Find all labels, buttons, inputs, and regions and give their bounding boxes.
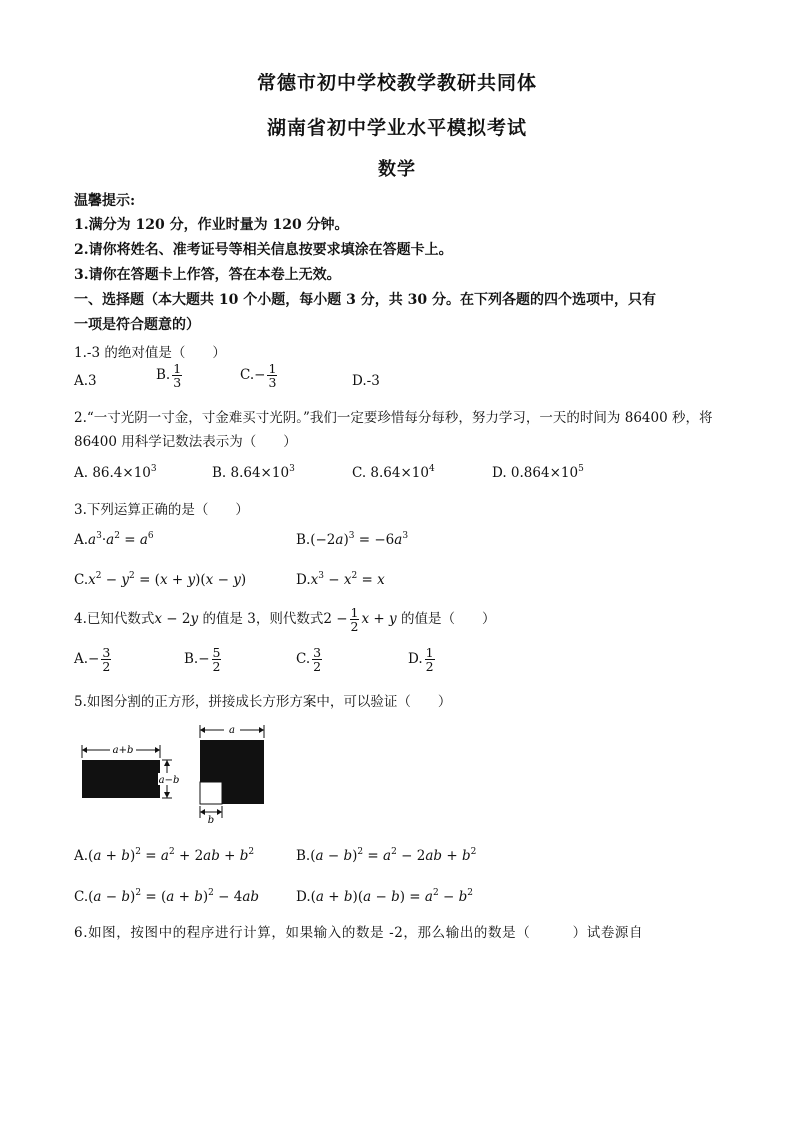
q5-option-a: $A.(a + b)^2 = a^2 + 2ab + b^2$ <box>74 847 255 864</box>
tip-item: 1.满分为 120 分，作业时量为 120 分钟。 <box>74 217 349 233</box>
q4-option-c: C. $\frac{3}{2}$ <box>296 645 322 675</box>
exam-subject: 数学 <box>378 159 416 180</box>
section-heading: 一、选择题（本大题共 10 个小题，每小题 3 分，共 30 分。在下列各题的四个选项中，只有 <box>74 292 656 308</box>
fig-label-a-minus-b: a−b <box>158 775 180 786</box>
question-5-stem: 5.如图分割的正方形，拼接成长方形方案中，可以验证（ ） <box>74 694 452 710</box>
exam-header-line1: 常德市初中学校教学教研共同体 <box>256 72 537 94</box>
q2-option-a: A. $86.4\times 10^3$ <box>74 464 157 481</box>
q2-option-d: D. $0.864\times 10^5$ <box>492 464 584 481</box>
fig-label-a-plus-b: a+b <box>112 745 134 756</box>
q5-option-b: $B.(a - b)^2 = a^2 - 2ab + b^2$ <box>296 847 477 864</box>
q2-option-b: B. $8.64\times 10^3$ <box>212 464 295 481</box>
arrow-icon <box>200 727 205 733</box>
exam-header-line2: 湖南省初中学业水平模拟考试 <box>266 117 527 139</box>
question-1-stem: 1.-3 的绝对值是（ ） <box>74 345 226 361</box>
q4-option-b: B.− $\frac{5}{2}$ <box>184 645 221 675</box>
q3-option-d: $D.x^3 - x^2 = x$ <box>296 571 385 588</box>
q3-option-c: $C.x^2 - y^2 = (x + y)(x - y)$ <box>74 571 247 588</box>
question-4-stem: 4.已知代数式x − 2y 的值是 3，则代数式2 − $\frac{1}{2}$ x + y 的值是（ ） <box>74 605 496 635</box>
fig-label-a: a <box>229 725 235 736</box>
tips-heading: 温馨提示: <box>74 193 136 209</box>
q5-option-d: $D.(a + b)(a - b) = a^2 - b^2$ <box>296 888 473 905</box>
tip-item: 3.请你在答题卡上作答，答在本卷上无效。 <box>74 267 341 283</box>
question-2-stem-cont: 86400 用科学记数法表示为（ ） <box>74 434 297 450</box>
tip-item: 2.请你将姓名、准考证号等相关信息按要求填涂在答题卡上。 <box>74 242 453 258</box>
question-6-stem: 6.如图，按图中的程序进行计算，如果输入的数是 -2，那么输出的数是（ ）试卷源自 <box>74 925 644 941</box>
q3-option-a: $A.a^3\cdot a^2 = a^6$ <box>74 531 154 548</box>
q4-option-a: A.− $\frac{3}{2}$ <box>74 645 111 675</box>
question-2-stem: 2.“一寸光阴一寸金，寸金难买寸光阴。”我们一定要珍惜每分每秒，努力学习，一天的时间为 86400 秒，将 <box>74 410 713 426</box>
q5-option-c: $C.(a - b)^2 = (a + b)^2 - 4ab$ <box>74 888 260 905</box>
small-square <box>200 782 222 804</box>
question-3-stem: 3.下列运算正确的是（ ） <box>74 502 249 518</box>
arrow-icon <box>155 747 160 753</box>
section-heading-cont: 一项是符合题意的） <box>74 317 200 333</box>
arrow-icon <box>259 727 264 733</box>
q3-option-b: $B.(-2a)^3 = -6a^3$ <box>296 531 409 548</box>
q1-option-b: B. $\frac{1}{3}$ <box>156 361 182 391</box>
square-split-figure <box>74 720 274 824</box>
q2-option-c: C. $8.64\times 10^4$ <box>352 464 435 481</box>
q1-option-a: A.3 <box>74 373 97 389</box>
arrow-icon <box>217 809 222 815</box>
arrow-icon <box>164 792 170 798</box>
q1-option-d: D.-3 <box>352 373 380 389</box>
arrow-icon <box>164 760 170 766</box>
arrow-icon <box>200 809 205 815</box>
q1-option-c: C.− $\frac{1}{3}$ <box>240 361 277 391</box>
q4-option-d: D. $\frac{1}{2}$ <box>408 645 434 675</box>
long-rectangle <box>82 760 160 798</box>
arrow-icon <box>82 747 87 753</box>
fig-label-b: b <box>207 815 215 824</box>
